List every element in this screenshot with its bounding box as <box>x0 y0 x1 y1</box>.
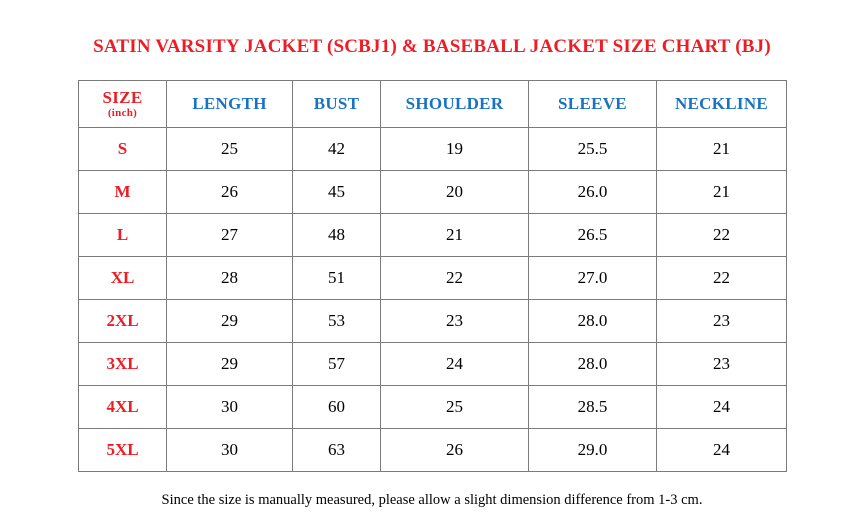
table-body <box>79 128 787 472</box>
cell-bust: 42 <box>293 128 381 171</box>
cell-bust: 45 <box>293 171 381 214</box>
column-header-shoulder: SHOULDER <box>381 81 529 128</box>
column-header-sleeve: SLEEVE <box>529 81 657 128</box>
column-header-size-label: SIZE <box>102 87 143 107</box>
cell-bust: 48 <box>293 214 381 257</box>
cell-size: 3XL <box>79 343 167 386</box>
cell-length: 30 <box>167 386 293 429</box>
cell-shoulder: 22 <box>381 257 529 300</box>
cell-neckline: 21 <box>657 128 787 171</box>
cell-bust: 53 <box>293 300 381 343</box>
cell-neckline: 22 <box>657 257 787 300</box>
cell-neckline: 23 <box>657 343 787 386</box>
cell-bust: 63 <box>293 429 381 472</box>
cell-length: 28 <box>167 257 293 300</box>
table-row <box>79 214 787 257</box>
page-title: SATIN VARSITY JACKET (SCBJ1) & BASEBALL JACKET SIZE CHART (BJ) <box>93 36 771 57</box>
cell-sleeve: 25.5 <box>529 128 657 171</box>
measurement-disclaimer: Since the size is manually measured, please allow a slight dimension difference from 1-3 cm. <box>161 492 703 508</box>
cell-length: 27 <box>167 214 293 257</box>
cell-size: 5XL <box>79 429 167 472</box>
table-header <box>79 81 787 128</box>
table-row <box>79 257 787 300</box>
table-row <box>79 343 787 386</box>
cell-size: S <box>79 128 167 171</box>
cell-size: XL <box>79 257 167 300</box>
cell-sleeve: 29.0 <box>529 429 657 472</box>
cell-bust: 60 <box>293 386 381 429</box>
table-row <box>79 429 787 472</box>
table-row <box>79 300 787 343</box>
cell-length: 25 <box>167 128 293 171</box>
cell-neckline: 24 <box>657 429 787 472</box>
cell-sleeve: 28.0 <box>529 343 657 386</box>
cell-size: 4XL <box>79 386 167 429</box>
table-row <box>79 128 787 171</box>
cell-neckline: 21 <box>657 171 787 214</box>
cell-length: 29 <box>167 300 293 343</box>
cell-sleeve: 28.5 <box>529 386 657 429</box>
cell-sleeve: 26.5 <box>529 214 657 257</box>
cell-length: 30 <box>167 429 293 472</box>
size-chart-table-wrapper <box>78 80 786 472</box>
cell-neckline: 23 <box>657 300 787 343</box>
size-chart-table <box>78 80 787 472</box>
cell-bust: 57 <box>293 343 381 386</box>
cell-shoulder: 20 <box>381 171 529 214</box>
column-header-bust: BUST <box>293 81 381 128</box>
table-header-row <box>79 81 787 128</box>
cell-size: 2XL <box>79 300 167 343</box>
cell-bust: 51 <box>293 257 381 300</box>
cell-length: 26 <box>167 171 293 214</box>
table-row <box>79 386 787 429</box>
cell-shoulder: 23 <box>381 300 529 343</box>
column-header-size-unit: (inch) <box>107 106 138 119</box>
cell-size: L <box>79 214 167 257</box>
cell-shoulder: 24 <box>381 343 529 386</box>
cell-sleeve: 27.0 <box>529 257 657 300</box>
cell-sleeve: 26.0 <box>529 171 657 214</box>
cell-shoulder: 25 <box>381 386 529 429</box>
column-header-neckline: NECKLINE <box>657 81 787 128</box>
cell-neckline: 24 <box>657 386 787 429</box>
cell-sleeve: 28.0 <box>529 300 657 343</box>
cell-size: M <box>79 171 167 214</box>
column-header-size <box>79 81 167 128</box>
cell-shoulder: 21 <box>381 214 529 257</box>
cell-length: 29 <box>167 343 293 386</box>
cell-shoulder: 26 <box>381 429 529 472</box>
column-header-length: LENGTH <box>167 81 293 128</box>
table-row <box>79 171 787 214</box>
cell-neckline: 22 <box>657 214 787 257</box>
cell-shoulder: 19 <box>381 128 529 171</box>
